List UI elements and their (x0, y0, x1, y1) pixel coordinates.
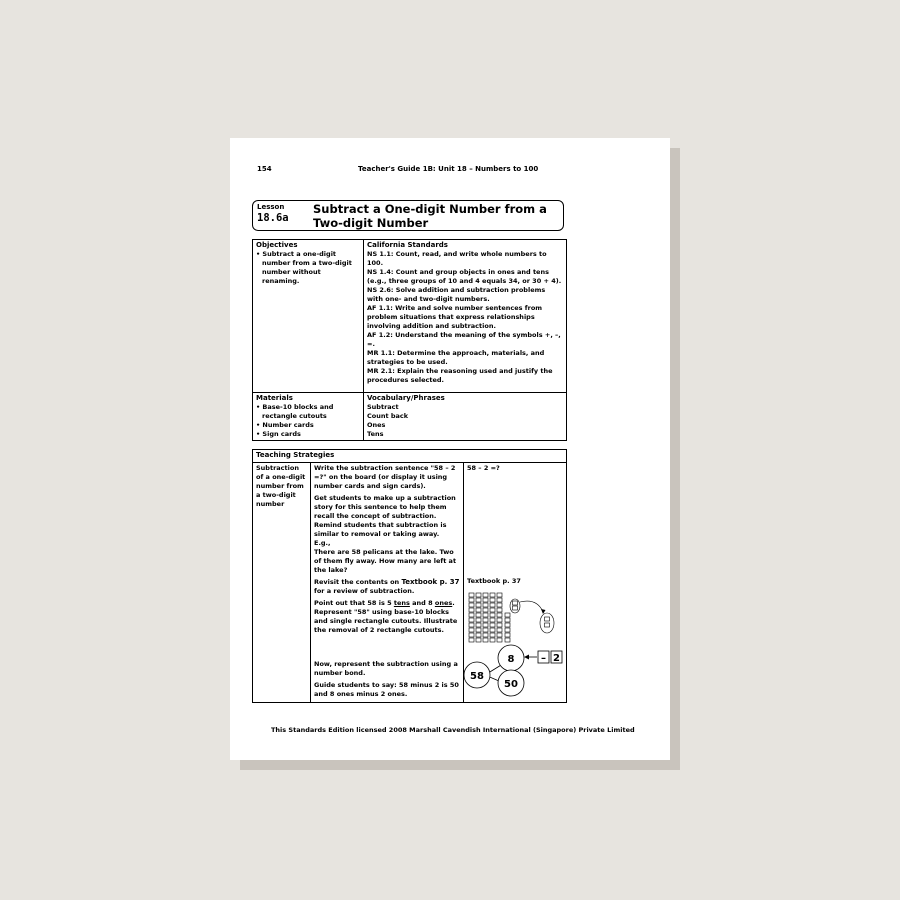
objectives-heading: Objectives (256, 241, 298, 249)
number-bond-figure (462, 642, 566, 702)
subtraction-sentence: 58 – 2 =? (467, 464, 500, 472)
strategy-paragraph: Represent "58" using base-10 blocks and single rectangle cutouts. Illustrate the removal of 2 rectangle cutouts. (314, 608, 458, 634)
vocabulary-heading: Vocabulary/Phrases (367, 394, 445, 402)
ten-rod-cube (476, 603, 481, 607)
ten-rod-cube (497, 618, 502, 622)
vocabulary-item: Subtract (367, 403, 399, 411)
ten-rod-cube (490, 603, 495, 607)
standard-item: MR 2.1: Explain the reasoning used and justify the procedures selected. (367, 367, 553, 384)
ten-rod-cube (497, 598, 502, 602)
page-number: 154 (257, 165, 272, 173)
ten-rod-cube (497, 628, 502, 632)
move-arrow (520, 601, 543, 612)
ten-rod-cube (476, 593, 481, 597)
unit-cube (505, 633, 510, 637)
strategy-paragraph: E.g., (314, 539, 331, 547)
unit-cube (505, 623, 510, 627)
ten-rod-cube (490, 623, 495, 627)
strategy-paragraph: Write the subtraction sentence "58 – 2 =?" on the board (or display it using number cards and sign cards). (314, 464, 456, 490)
standard-item: AF 1.2: Understand the meaning of the symbols +, –, =. (367, 331, 561, 348)
strategy-paragraph: There are 58 pelicans at the lake. Two of them fly away. How many are left at the lake? (314, 548, 457, 574)
standard-item: MR 1.1: Determine the approach, materials, and strategies to be used. (367, 349, 545, 366)
ten-rod-cube (497, 593, 502, 597)
ten-rod-cube (497, 603, 502, 607)
vocabulary-cell (367, 394, 563, 439)
lesson-id: 18.6a (257, 212, 289, 224)
ten-rod-cube (483, 603, 488, 607)
ten-rod-cube (490, 618, 495, 622)
ten-rod-cube (469, 598, 474, 602)
ten-rod-cube (469, 618, 474, 622)
ten-rod-cube (476, 623, 481, 627)
ten-rod-cube (497, 608, 502, 612)
ten-rod-cube (483, 613, 488, 617)
ten-rod-cube (476, 633, 481, 637)
ten-rod-cube (490, 593, 495, 597)
lesson-label: Lesson (257, 203, 285, 211)
ten-rod-cube (476, 608, 481, 612)
materials-cell (256, 394, 360, 439)
textbook-reference: Textbook p. 37 (467, 577, 521, 585)
strategy-topic: Subtraction of a one-digit number from a two-digit number (256, 464, 306, 508)
objectives-cell (256, 241, 360, 286)
unit-cube (505, 613, 510, 617)
running-title: Teacher's Guide 1B: Unit 18 – Numbers to 100 (358, 165, 539, 173)
ten-rod-cube (483, 598, 488, 602)
ten-rod-cube (483, 593, 488, 597)
tens-value: 50 (504, 679, 518, 690)
lesson-title-line1: Subtract a One-digit Number from a (313, 202, 547, 216)
materials-heading: Materials (256, 394, 293, 402)
ones-value: 8 (507, 654, 515, 665)
ten-rod-cube (476, 628, 481, 632)
strategy-paragraph: Revisit the contents on Textbook p. 37 for a review of subtraction. (314, 578, 460, 595)
ten-rod-cube (469, 623, 474, 627)
standard-item: NS 1.1: Count, read, and write whole numbers to 100. (367, 250, 547, 267)
ten-rod-cube (497, 633, 502, 637)
objective-item: • Subtract a one-digit number from a two-digit number without renaming. (256, 250, 352, 285)
ten-rod-cube (490, 633, 495, 637)
lesson-title (313, 203, 547, 230)
ten-rods (469, 593, 510, 642)
ten-rod-cube (483, 608, 488, 612)
unit-cube (505, 618, 510, 622)
grid-divider (363, 240, 364, 440)
ten-rod-cube (469, 603, 474, 607)
ten-rod-cube (476, 618, 481, 622)
strategy-paragraph: Guide students to say: 58 minus 2 is 50 and 8 ones minus 2 ones. (314, 681, 459, 698)
lesson-banner (252, 200, 564, 231)
objectives-table (252, 239, 567, 441)
standard-item: AF 1.1: Write and solve number sentences from problem situations that express relationships involving addition and subtraction. (367, 304, 543, 330)
footer: This Standards Edition licensed 2008 Marshall Cavendish International (Singapore) Private Limited (271, 726, 635, 734)
vocabulary-item: Tens (367, 430, 384, 438)
ten-rod-cube (497, 613, 502, 617)
ten-rod-cube (469, 608, 474, 612)
ten-rod-cube (469, 628, 474, 632)
vocabulary-item: Count back (367, 412, 409, 420)
unit-cube (513, 601, 518, 605)
ten-rod-cube (483, 623, 488, 627)
material-item: • Sign cards (256, 430, 301, 438)
lesson-title-line2: Two-digit Number (313, 215, 429, 230)
grid-divider (253, 462, 566, 463)
document-page (230, 138, 670, 760)
ten-rod-cube (476, 598, 481, 602)
teaching-strategies-table (252, 449, 567, 703)
standard-item: NS 2.6: Solve addition and subtraction problems with one- and two-digit numbers. (367, 286, 546, 303)
ten-rod-cube (490, 598, 495, 602)
ten-rod-cube (469, 613, 474, 617)
minus-sign: – (541, 653, 546, 664)
strategy-paragraph: Point out that 58 is 5 tens and 8 ones. (314, 599, 455, 607)
standards-heading: California Standards (367, 241, 448, 249)
grid-divider (310, 462, 311, 702)
ten-rod-cube (469, 633, 474, 637)
unit-cube (513, 606, 518, 610)
standards-cell (367, 241, 563, 385)
ten-rod-cube (469, 593, 474, 597)
grid-divider (253, 392, 566, 393)
strategy-paragraph: Now, represent the subtraction using a number bond. (314, 660, 458, 677)
unit-cube (545, 617, 550, 621)
strategy-steps (314, 464, 461, 638)
ten-rod-cube (490, 628, 495, 632)
vocabulary-item: Ones (367, 421, 386, 429)
minus-value: 2 (553, 653, 560, 664)
ten-rod-cube (490, 613, 495, 617)
strategy-steps-bond (314, 660, 461, 702)
whole-value: 58 (470, 671, 484, 682)
ten-rod-cube (497, 623, 502, 627)
material-item: • Base-10 blocks and rectangle cutouts (256, 403, 334, 420)
standard-item: NS 1.4: Count and group objects in ones and tens (e.g., three groups of 10 and 4 equals 34, or 30 + 4). (367, 268, 562, 285)
strategies-heading: Teaching Strategies (256, 451, 335, 459)
ten-rod-cube (476, 613, 481, 617)
ten-rod-cube (490, 608, 495, 612)
material-item: • Number cards (256, 421, 314, 429)
ten-rod-cube (483, 633, 488, 637)
ten-rod-cube (483, 628, 488, 632)
ten-rod-cube (483, 618, 488, 622)
unit-cube (545, 623, 550, 627)
strategy-paragraph: Get students to make up a subtraction story for this sentence to help them recall the concept of subtraction. Remind students that subtraction is similar to removal or taking away. (314, 494, 456, 538)
unit-cube (505, 628, 510, 632)
arrow-head (524, 655, 529, 660)
